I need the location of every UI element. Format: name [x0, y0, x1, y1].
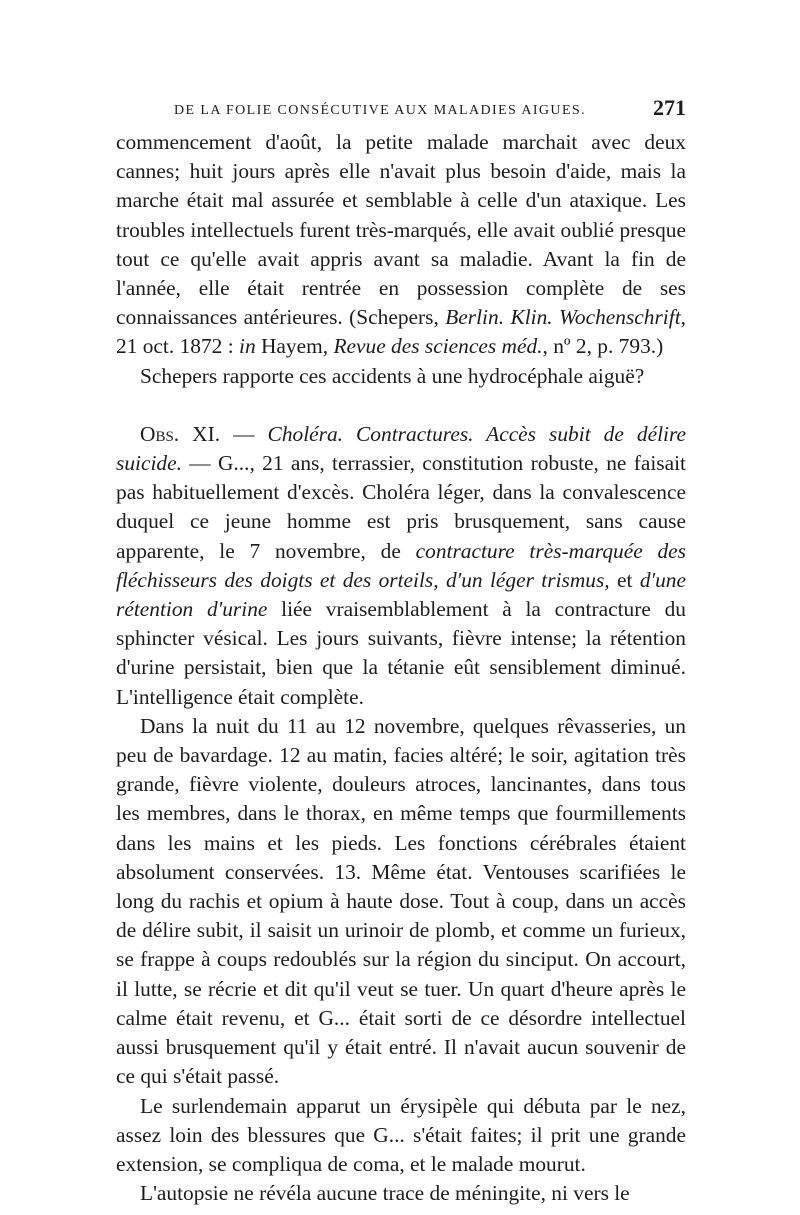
para1-text-a: commencement d'août, la petite malade marchait avec deux cannes; huit jours après elle n'avait plus besoin d'aide, mais la marche était mal assurée et semblable à celle d'un ataxique. Les troubles intellectuels furent très-marqués, elle avait oublié presque tout ce qu'elle avait appris avant sa maladie. Avant la fin de l'année, elle était rentrée en possession complète de ses connaissances antérieures. (Schepers,: [116, 130, 686, 330]
obs-title: Choléra. Contractures. Accès subit de délire suicide.: [116, 421, 686, 476]
obs-dash-2: —: [181, 451, 211, 476]
observation-xi: [116, 420, 686, 712]
para1-text-e: Hayem,: [255, 334, 334, 359]
para1-journal-title: Berlin. Klin. Wochenschrift: [445, 305, 681, 330]
para1-revue-title: Revue des sciences méd.: [333, 334, 543, 359]
page-number: 271: [653, 95, 686, 120]
running-head: [116, 93, 686, 123]
paragraph-surlendemain: Le surlendemain apparut un érysipèle qui débuta par le nez, assez loin des blessures que G... s'était faites; il prit une grande extension, se compliqua de coma, et le malade mourut.: [116, 1093, 686, 1176]
paragraph-schepers: Schepers rapporte ces accidents à une hydrocéphale aiguë?: [140, 363, 645, 388]
obs-retention: d'une rétention d'urine: [116, 567, 686, 622]
obs-contracture: contracture très-marquée des fléchisseurs des doigts et des orteils, d'un léger trismus,: [116, 538, 686, 592]
obs-label: Obs. XI.: [140, 421, 221, 446]
paragraph-continuation: [116, 128, 686, 362]
body-text: [116, 128, 686, 1208]
running-title: DE LA FOLIE CONSÉCUTIVE AUX MALADIES AIGUES.: [174, 103, 586, 118]
paragraph-autopsie: L'autopsie ne révéla aucune trace de méningite, ni vers le: [140, 1181, 630, 1206]
para1-in: in: [239, 334, 256, 359]
obs-text-c: et: [609, 567, 640, 592]
obs-text-a: G..., 21 ans, terrassier, constitution robuste, ne faisait pas habituellement d'excès. Choléra léger, dans la convalescence duquel ce jeune homme est pris brusquement, sans cause apparente, le 7 novembre, de: [116, 451, 686, 563]
obs-text-e: liée vraisemblablement à la contracture du sphincter vésical. Les jours suivants, fièvre intense; la rétention d'urine persistait, bien que la tétanie eût sensiblement diminué. L'intelligence était complète.: [116, 597, 687, 709]
paragraph-nuit: Dans la nuit du 11 au 12 novembre, quelques rêvasseries, un peu de bavardage. 12 au matin, facies altéré; le soir, agitation très grande, fièvre violente, douleurs atroces, lancinantes, dans tous les membres, dans le thorax, en même temps que fourmillements dans les mains et les pieds. Les fonctions cérébrales étaient absolument conservées. 13. Même état. Ventouses scarifiées le long du rachis et opium à haute dose. Tout à coup, dans un accès de délire subit, il saisit un urinoir de plomb, et comme un furieux, se frappe à coups redoublés sur la région du sinciput. On accourt, il lutte, se récrie et dit qu'il veut se tuer. Un quart d'heure après le calme était revenu, et G... était sorti de ce désordre intellectuel aussi brusquement qu'il y était entré. Il n'avait aucun souvenir de ce qui s'était passé.: [116, 713, 686, 1089]
para1-text-g: , nº 2, p. 793.): [542, 334, 664, 359]
obs-dash: —: [220, 421, 268, 446]
para1-text-c: , 21 oct. 1872 :: [116, 305, 686, 359]
